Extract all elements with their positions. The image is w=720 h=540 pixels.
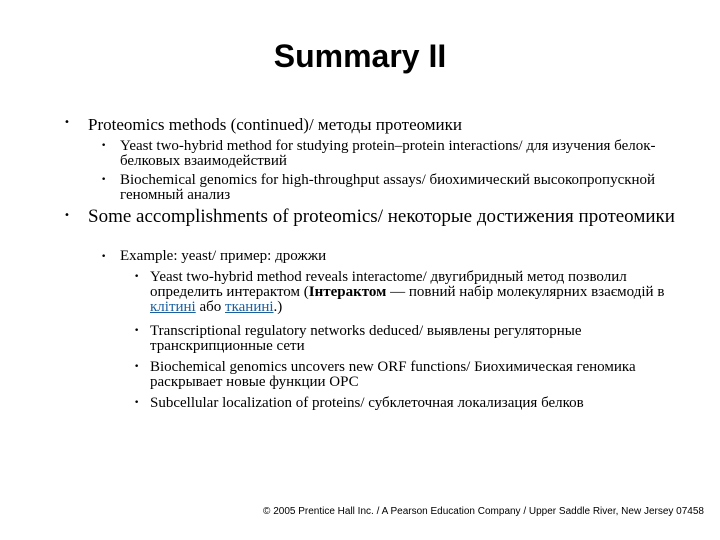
bullet-icon: • — [101, 141, 107, 151]
bullet-icon: • — [134, 326, 140, 336]
list-item-proteomics-methods: Proteomics methods (continued)/ методы протеомики — [88, 115, 463, 134]
list-item-orf-functions: Biochemical genomics uncovers new ORF functions/ Биохимическая геномика раскрывает новые функции ОРС — [150, 359, 636, 390]
list-item-example-yeast: Example: yeast/ пример: дрожжи — [120, 248, 327, 264]
interactome-text: Yeast two-hybrid method reveals interactome/ двугибридный метод позволил определить интерактом ( — [150, 269, 627, 300]
link-cell[interactable]: клітині — [150, 299, 196, 315]
slide-title: Summary II — [273, 38, 447, 74]
interactome-or: або — [195, 299, 226, 315]
bullet-icon: • — [101, 252, 107, 262]
list-item-accomplishments: Some accomplishments of proteomics/ некоторые достижения протеомики — [88, 206, 675, 227]
bullet-icon: • — [101, 175, 107, 185]
bullet-icon: • — [134, 272, 140, 282]
list-item-yeast-two-hybrid-method: Yeast two-hybrid method for studying protein–protein interactions/ для изучения белок-белковых взаимодействий — [120, 138, 656, 169]
bullet-icon: • — [134, 398, 140, 408]
list-item-biochemical-genomics: Biochemical genomics for high-throughput assays/ биохимический высокопропускной геномный анализ — [120, 172, 656, 203]
list-item-subcellular-localization: Subcellular localization of proteins/ субклеточная локализация белков — [150, 395, 584, 411]
bullet-icon: • — [134, 362, 140, 372]
bullet-icon: • — [64, 210, 70, 221]
interactome-definition: — повний набір молекулярних взаємодій в — [386, 284, 665, 300]
interactome-term: Інтерактом — [308, 284, 387, 300]
link-tissue[interactable]: тканині — [225, 299, 274, 315]
list-item-interactome — [150, 270, 680, 315]
copyright-footer: © 2005 Prentice Hall Inc. / A Pearson Education Company / Upper Saddle River, New Jersey 07458 — [263, 506, 704, 517]
list-item-transcriptional-networks: Transcriptional regulatory networks deduced/ выявлены регуляторные транскрипционные сети — [150, 323, 582, 354]
bullet-icon: • — [64, 117, 70, 128]
interactome-close: .) — [273, 299, 283, 315]
